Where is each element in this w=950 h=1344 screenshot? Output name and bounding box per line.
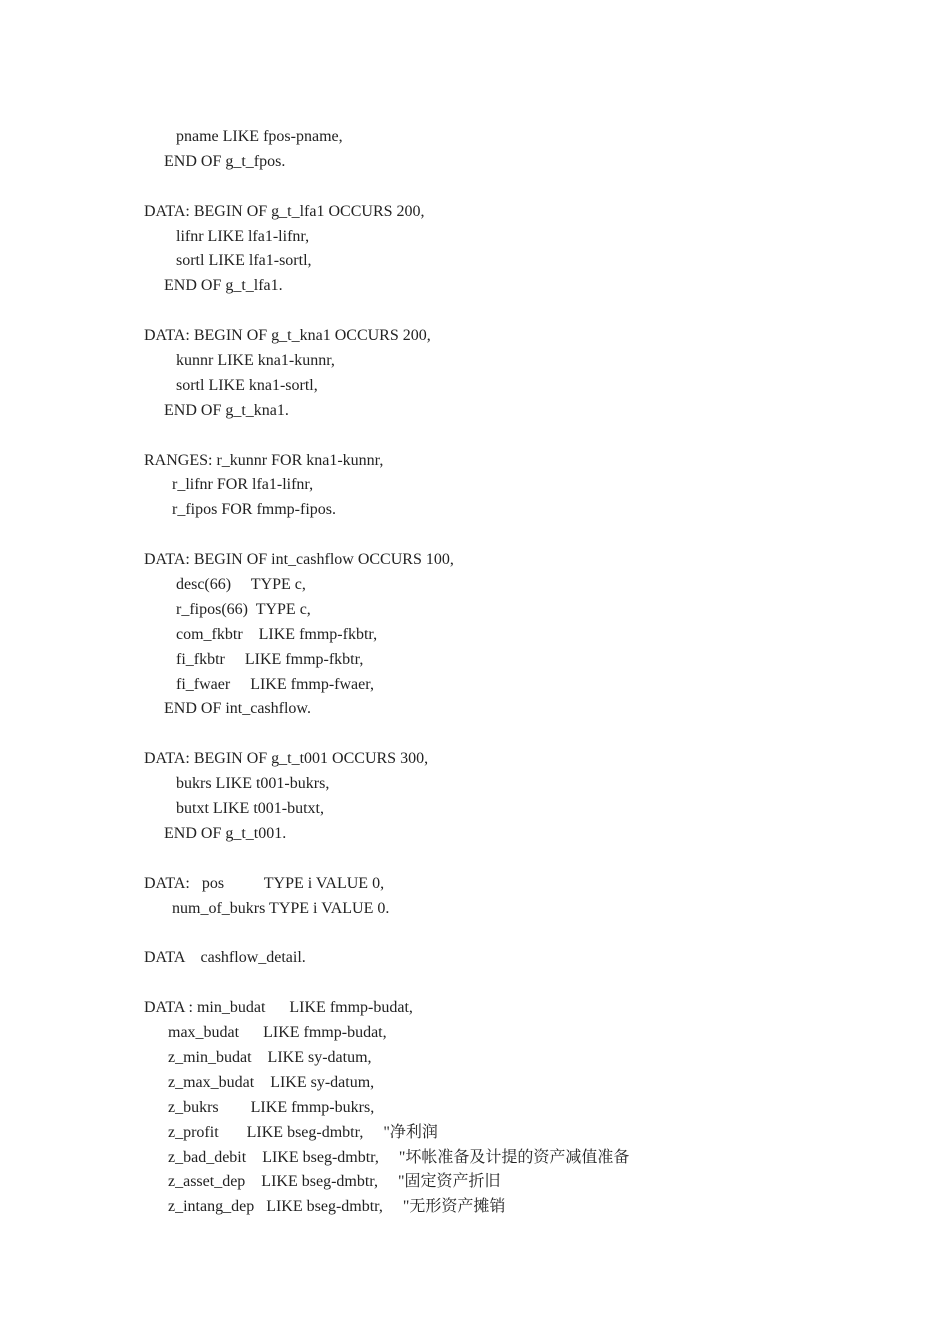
code-line: DATA: BEGIN OF g_t_lfa1 OCCURS 200, (144, 202, 425, 220)
code-line: z_bukrs LIKE fmmp-bukrs, (144, 1098, 375, 1116)
code-line (144, 971, 884, 996)
code-line: DATA: pos TYPE i VALUE 0, (144, 874, 385, 892)
code-line (144, 722, 884, 747)
code-line (144, 847, 884, 872)
code-line: END OF g_t_lfa1. (144, 277, 283, 295)
code-line: r_fipos(66) TYPE c, (144, 600, 311, 618)
code-line: fi_fwaer LIKE fmmp-fwaer, (144, 675, 374, 693)
code-line: END OF int_cashflow. (144, 700, 311, 718)
code-line: z_min_budat LIKE sy-datum, (144, 1048, 372, 1066)
code-line (144, 175, 884, 200)
code-line: fi_fkbtr LIKE fmmp-fkbtr, (144, 650, 364, 668)
code-line: z_profit LIKE bseg-dmbtr, "净利润 (144, 1123, 438, 1141)
code-line (144, 299, 884, 324)
code-line: z_asset_dep LIKE bseg-dmbtr, "固定资产折旧 (144, 1173, 501, 1191)
code-line: lifnr LIKE lfa1-lifnr, (144, 227, 310, 245)
code-line: com_fkbtr LIKE fmmp-fkbtr, (144, 625, 378, 643)
code-line: END OF g_t_kna1. (144, 401, 289, 419)
code-line: DATA : min_budat LIKE fmmp-budat, (144, 999, 413, 1017)
code-line: END OF g_t_t001. (144, 824, 287, 842)
code-line: num_of_bukrs TYPE i VALUE 0. (144, 899, 390, 917)
code-line: END OF g_t_fpos. (144, 152, 286, 170)
code-line: r_fipos FOR fmmp-fipos. (144, 501, 336, 519)
code-line (144, 922, 884, 947)
code-line (144, 424, 884, 449)
code-line: z_max_budat LIKE sy-datum, (144, 1073, 375, 1091)
code-line: sortl LIKE kna1-sortl, (144, 376, 318, 394)
code-line: r_lifnr FOR lfa1-lifnr, (144, 476, 314, 494)
code-line: sortl LIKE lfa1-sortl, (144, 252, 312, 270)
code-line (144, 523, 884, 548)
code-line: z_bad_debit LIKE bseg-dmbtr, "坏帐准备及计提的资产减值准备 (144, 1148, 630, 1166)
code-line: pname LIKE fpos-pname, (144, 128, 343, 145)
code-line: RANGES: r_kunnr FOR kna1-kunnr, (144, 451, 384, 469)
code-line: kunnr LIKE kna1-kunnr, (144, 352, 335, 370)
code-line: DATA: BEGIN OF int_cashflow OCCURS 100, (144, 551, 454, 569)
code-line: max_budat LIKE fmmp-budat, (144, 1024, 387, 1042)
code-line: DATA: BEGIN OF g_t_t001 OCCURS 300, (144, 750, 429, 768)
code-line: z_intang_dep LIKE bseg-dmbtr, "无形资产摊销 (144, 1198, 506, 1216)
code-line: desc(66) TYPE c, (144, 576, 306, 594)
code-line: butxt LIKE t001-butxt, (144, 800, 324, 818)
code-line: DATA cashflow_detail. (144, 949, 306, 967)
code-listing (144, 125, 884, 1220)
code-line: DATA: BEGIN OF g_t_kna1 OCCURS 200, (144, 327, 431, 345)
code-line: bukrs LIKE t001-bukrs, (144, 775, 330, 793)
